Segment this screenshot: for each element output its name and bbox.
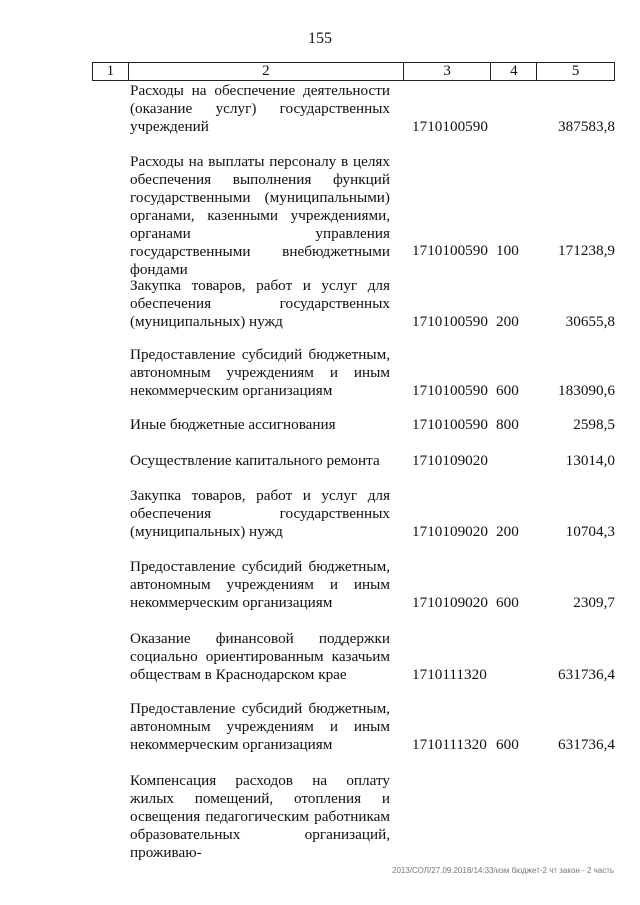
row-expense-type: 200 (496, 313, 519, 330)
row-code: 1710100590 (412, 416, 488, 433)
row-amount: 10704,3 (565, 523, 615, 540)
row-amount: 171238,9 (558, 242, 615, 259)
row-description: Расходы на обеспечение деятельности (оказание услуг) государственных учреждений (130, 82, 390, 135)
table-row (92, 153, 615, 278)
row-description: Закупка товаров, работ и услуг для обеспечения государственных (муниципальных) нужд (130, 277, 390, 330)
row-expense-type: 800 (496, 416, 519, 433)
header-col-2: 2 (129, 63, 404, 80)
row-description: Предоставление субсидий бюджетным, автономным учреждениям и иным некоммерческим организациям (130, 346, 390, 399)
row-description: Закупка товаров, работ и услуг для обеспечения государственных (муниципальных) нужд (130, 487, 390, 540)
row-amount: 2598,5 (573, 416, 615, 433)
row-amount: 387583,8 (558, 118, 615, 135)
table-row (92, 452, 615, 470)
row-description: Расходы на выплаты персоналу в целях обеспечения выполнения функций государственными (муниципальными) органами, казенными учреждениями, органами управления государственными внебюджетными фондами (130, 153, 390, 278)
row-code: 1710100590 (412, 382, 488, 399)
row-code: 1710109020 (412, 452, 488, 469)
table-row (92, 772, 615, 861)
table-row (92, 346, 615, 400)
row-code: 1710111320 (412, 666, 487, 683)
table-row (92, 558, 615, 612)
table-row (92, 82, 615, 136)
table-row (92, 487, 615, 541)
row-code: 1710111320 (412, 736, 487, 753)
row-amount: 2309,7 (573, 594, 615, 611)
row-amount: 631736,4 (558, 736, 615, 753)
table-row (92, 630, 615, 684)
table-row (92, 277, 615, 331)
row-expense-type: 600 (496, 736, 519, 753)
row-code: 1710109020 (412, 594, 488, 611)
row-expense-type: 100 (496, 242, 519, 259)
row-amount: 13014,0 (565, 452, 615, 469)
row-description: Осуществление капитального ремонта (130, 452, 380, 469)
row-code: 1710100590 (412, 242, 488, 259)
row-code: 1710109020 (412, 523, 488, 540)
table-row (92, 416, 615, 434)
table-row (92, 700, 615, 754)
row-expense-type: 200 (496, 523, 519, 540)
row-description: Компенсация расходов на оплату жилых помещений, отопления и освещения педагогическим работникам образовательных организаций, проживаю- (130, 772, 390, 861)
row-expense-type: 600 (496, 382, 519, 399)
header-col-4: 4 (491, 63, 537, 80)
row-description: Иные бюджетные ассигнования (130, 416, 336, 433)
row-expense-type: 600 (496, 594, 519, 611)
row-code: 1710100590 (412, 118, 488, 135)
header-col-1: 1 (93, 63, 129, 80)
row-amount: 183090,6 (558, 382, 615, 399)
row-code: 1710100590 (412, 313, 488, 330)
footer-stamp: 2013/СОЛ/27.09.2018/14:33/изм бюджет-2 чт закон - 2 часть (392, 866, 615, 875)
table-header (92, 62, 615, 81)
row-amount: 30655,8 (565, 313, 615, 330)
header-col-5: 5 (571, 63, 580, 79)
row-description: Предоставление субсидий бюджетным, автономным учреждениям и иным некоммерческим организациям (130, 700, 390, 753)
page-number: 155 (308, 30, 332, 47)
header-col-3: 3 (404, 63, 492, 80)
row-description: Оказание финансовой поддержки социально ориентированным казачьим обществам в Краснодарском крае (130, 630, 390, 683)
row-description: Предоставление субсидий бюджетным, автономным учреждениям и иным некоммерческим организациям (130, 558, 390, 611)
row-amount: 631736,4 (558, 666, 615, 683)
